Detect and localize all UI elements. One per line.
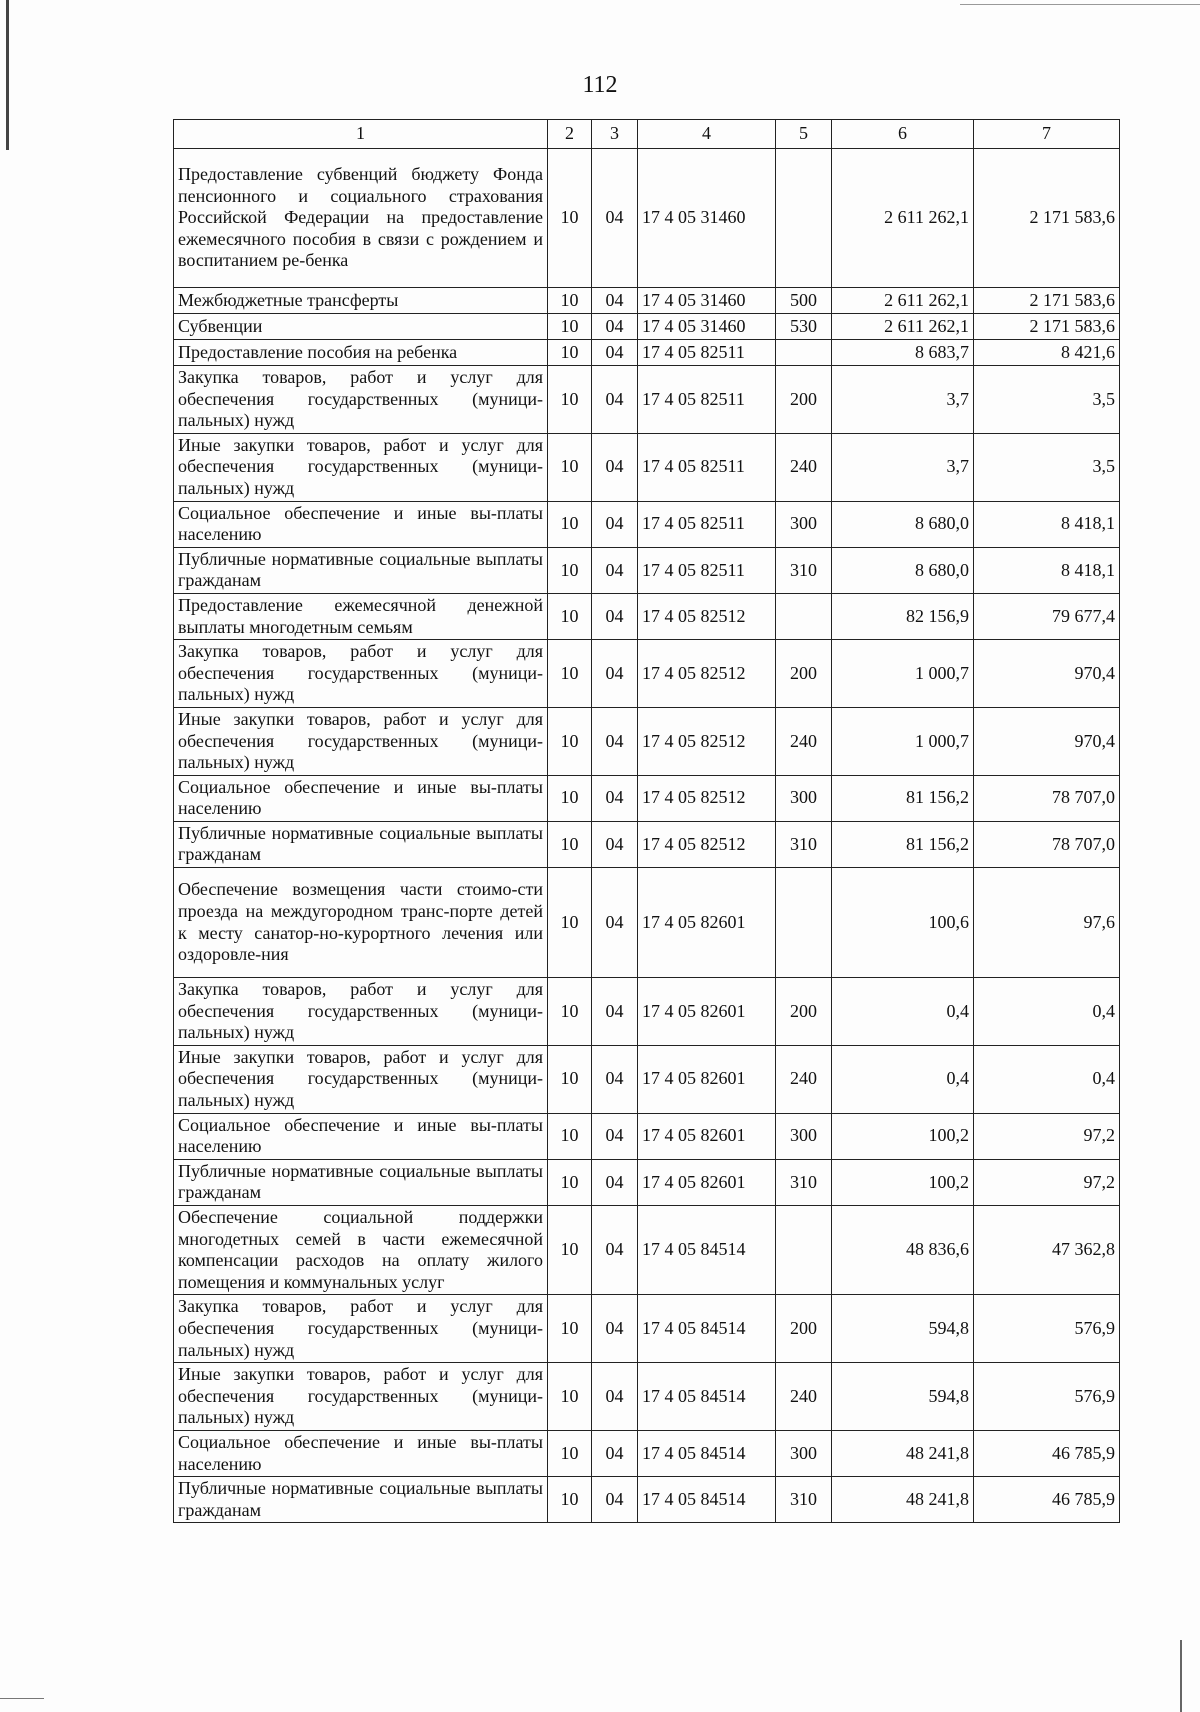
amount-year1-cell: 81 156,2 xyxy=(832,775,974,821)
subsection-cell: 04 xyxy=(592,366,638,434)
expense-type-cell: 240 xyxy=(776,433,832,501)
amount-year2-cell: 78 707,0 xyxy=(974,821,1120,867)
expense-type-cell: 240 xyxy=(776,1045,832,1113)
expense-type-cell xyxy=(776,868,832,978)
description-cell: Социальное обеспечение и иные вы-платы населению xyxy=(174,775,548,821)
description-cell: Социальное обеспечение и иные вы-платы населению xyxy=(174,1430,548,1476)
section-cell: 10 xyxy=(548,593,592,639)
amount-year1-cell: 48 836,6 xyxy=(832,1206,974,1295)
table-row xyxy=(174,1295,1120,1363)
table-row xyxy=(174,1477,1120,1523)
amount-year2-cell: 0,4 xyxy=(974,1045,1120,1113)
amount-year2-cell: 78 707,0 xyxy=(974,775,1120,821)
description-cell: Обеспечение возмещения части стоимо-сти проезда на междугородном транс-порте детей к месту санатор-но-курортного лечения или оздоровле-ния xyxy=(174,868,548,978)
target-article-cell: 17 4 05 82512 xyxy=(638,707,776,775)
target-article-cell: 17 4 05 84514 xyxy=(638,1430,776,1476)
column-header: 5 xyxy=(776,120,832,149)
section-cell: 10 xyxy=(548,821,592,867)
expense-type-cell: 200 xyxy=(776,978,832,1046)
table-row xyxy=(174,366,1120,434)
table-row xyxy=(174,433,1120,501)
section-cell: 10 xyxy=(548,314,592,340)
amount-year2-cell: 8 421,6 xyxy=(974,340,1120,366)
expense-type-cell: 310 xyxy=(776,547,832,593)
amount-year1-cell: 3,7 xyxy=(832,433,974,501)
table-row xyxy=(174,288,1120,314)
subsection-cell: 04 xyxy=(592,640,638,708)
description-cell: Публичные нормативные социальные выплаты гражданам xyxy=(174,821,548,867)
amount-year1-cell: 2 611 262,1 xyxy=(832,149,974,288)
amount-year2-cell: 0,4 xyxy=(974,978,1120,1046)
amount-year2-cell: 2 171 583,6 xyxy=(974,288,1120,314)
target-article-cell: 17 4 05 82601 xyxy=(638,1113,776,1159)
section-cell: 10 xyxy=(548,501,592,547)
target-article-cell: 17 4 05 84514 xyxy=(638,1295,776,1363)
target-article-cell: 17 4 05 82511 xyxy=(638,366,776,434)
table-row xyxy=(174,775,1120,821)
subsection-cell: 04 xyxy=(592,501,638,547)
table-row xyxy=(174,1430,1120,1476)
subsection-cell: 04 xyxy=(592,707,638,775)
subsection-cell: 04 xyxy=(592,314,638,340)
amount-year1-cell: 8 683,7 xyxy=(832,340,974,366)
amount-year1-cell: 594,8 xyxy=(832,1363,974,1431)
target-article-cell: 17 4 05 82601 xyxy=(638,1045,776,1113)
target-article-cell: 17 4 05 82511 xyxy=(638,433,776,501)
target-article-cell: 17 4 05 31460 xyxy=(638,314,776,340)
amount-year1-cell: 1 000,7 xyxy=(832,640,974,708)
amount-year1-cell: 0,4 xyxy=(832,978,974,1046)
table-row xyxy=(174,1113,1120,1159)
subsection-cell: 04 xyxy=(592,821,638,867)
amount-year2-cell: 576,9 xyxy=(974,1363,1120,1431)
expense-type-cell: 300 xyxy=(776,775,832,821)
description-cell: Закупка товаров, работ и услуг для обеспечения государственных (муници-пальных) нужд xyxy=(174,640,548,708)
expense-type-cell: 200 xyxy=(776,366,832,434)
amount-year1-cell: 100,2 xyxy=(832,1159,974,1205)
amount-year2-cell: 97,2 xyxy=(974,1113,1120,1159)
target-article-cell: 17 4 05 82511 xyxy=(638,340,776,366)
table-row xyxy=(174,149,1120,288)
description-cell: Предоставление субвенций бюджету Фонда пенсионного и социального страхования Российской Федерации на предоставление ежемесячного пособия в связи с рождением и воспитанием ре-бенка xyxy=(174,149,548,288)
section-cell: 10 xyxy=(548,1430,592,1476)
description-cell: Публичные нормативные социальные выплаты гражданам xyxy=(174,1477,548,1523)
amount-year1-cell: 1 000,7 xyxy=(832,707,974,775)
amount-year2-cell: 97,2 xyxy=(974,1159,1120,1205)
column-header: 4 xyxy=(638,120,776,149)
table-row xyxy=(174,340,1120,366)
budget-table xyxy=(173,119,1120,1523)
amount-year2-cell: 46 785,9 xyxy=(974,1477,1120,1523)
expense-type-cell: 200 xyxy=(776,1295,832,1363)
amount-year2-cell: 97,6 xyxy=(974,868,1120,978)
table-row xyxy=(174,593,1120,639)
expense-type-cell: 240 xyxy=(776,1363,832,1431)
subsection-cell: 04 xyxy=(592,433,638,501)
column-header: 7 xyxy=(974,120,1120,149)
section-cell: 10 xyxy=(548,1045,592,1113)
table-row xyxy=(174,501,1120,547)
expense-type-cell xyxy=(776,149,832,288)
description-cell: Публичные нормативные социальные выплаты гражданам xyxy=(174,1159,548,1205)
amount-year1-cell: 100,6 xyxy=(832,868,974,978)
subsection-cell: 04 xyxy=(592,1430,638,1476)
expense-type-cell: 200 xyxy=(776,640,832,708)
target-article-cell: 17 4 05 84514 xyxy=(638,1363,776,1431)
amount-year2-cell: 970,4 xyxy=(974,707,1120,775)
target-article-cell: 17 4 05 82601 xyxy=(638,1159,776,1205)
target-article-cell: 17 4 05 82601 xyxy=(638,868,776,978)
amount-year1-cell: 2 611 262,1 xyxy=(832,314,974,340)
amount-year1-cell: 594,8 xyxy=(832,1295,974,1363)
table-row xyxy=(174,1045,1120,1113)
description-cell: Предоставление пособия на ребенка xyxy=(174,340,548,366)
target-article-cell: 17 4 05 82512 xyxy=(638,775,776,821)
section-cell: 10 xyxy=(548,978,592,1046)
column-header: 3 xyxy=(592,120,638,149)
amount-year1-cell: 48 241,8 xyxy=(832,1477,974,1523)
amount-year1-cell: 82 156,9 xyxy=(832,593,974,639)
section-cell: 10 xyxy=(548,1477,592,1523)
amount-year1-cell: 48 241,8 xyxy=(832,1430,974,1476)
target-article-cell: 17 4 05 82512 xyxy=(638,821,776,867)
section-cell: 10 xyxy=(548,707,592,775)
description-cell: Межбюджетные трансферты xyxy=(174,288,548,314)
section-cell: 10 xyxy=(548,1363,592,1431)
table-row xyxy=(174,821,1120,867)
section-cell: 10 xyxy=(548,1159,592,1205)
table-row xyxy=(174,547,1120,593)
target-article-cell: 17 4 05 82511 xyxy=(638,501,776,547)
expense-type-cell: 300 xyxy=(776,1113,832,1159)
description-cell: Публичные нормативные социальные выплаты гражданам xyxy=(174,547,548,593)
table-row xyxy=(174,978,1120,1046)
amount-year1-cell: 0,4 xyxy=(832,1045,974,1113)
expense-type-cell: 310 xyxy=(776,821,832,867)
description-cell: Иные закупки товаров, работ и услуг для обеспечения государственных (муници-пальных) нужд xyxy=(174,433,548,501)
amount-year2-cell: 47 362,8 xyxy=(974,1206,1120,1295)
table-row xyxy=(174,707,1120,775)
expense-type-cell: 240 xyxy=(776,707,832,775)
target-article-cell: 17 4 05 82601 xyxy=(638,978,776,1046)
amount-year2-cell: 970,4 xyxy=(974,640,1120,708)
expense-type-cell: 530 xyxy=(776,314,832,340)
section-cell: 10 xyxy=(548,340,592,366)
target-article-cell: 17 4 05 31460 xyxy=(638,149,776,288)
description-cell: Предоставление ежемесячной денежной выплаты многодетным семьям xyxy=(174,593,548,639)
expense-type-cell xyxy=(776,340,832,366)
amount-year1-cell: 8 680,0 xyxy=(832,547,974,593)
amount-year2-cell: 3,5 xyxy=(974,433,1120,501)
subsection-cell: 04 xyxy=(592,1159,638,1205)
description-cell: Иные закупки товаров, работ и услуг для обеспечения государственных (муници-пальных) нужд xyxy=(174,707,548,775)
section-cell: 10 xyxy=(548,640,592,708)
subsection-cell: 04 xyxy=(592,775,638,821)
section-cell: 10 xyxy=(548,366,592,434)
target-article-cell: 17 4 05 31460 xyxy=(638,288,776,314)
expense-type-cell: 500 xyxy=(776,288,832,314)
section-cell: 10 xyxy=(548,149,592,288)
column-header: 1 xyxy=(174,120,548,149)
subsection-cell: 04 xyxy=(592,149,638,288)
subsection-cell: 04 xyxy=(592,978,638,1046)
scan-edge-mark xyxy=(0,1698,44,1699)
amount-year2-cell: 79 677,4 xyxy=(974,593,1120,639)
table-header-row xyxy=(174,120,1120,149)
subsection-cell: 04 xyxy=(592,547,638,593)
table-row xyxy=(174,1159,1120,1205)
subsection-cell: 04 xyxy=(592,1045,638,1113)
amount-year2-cell: 8 418,1 xyxy=(974,547,1120,593)
column-header: 6 xyxy=(832,120,974,149)
table-row xyxy=(174,1206,1120,1295)
subsection-cell: 04 xyxy=(592,288,638,314)
subsection-cell: 04 xyxy=(592,340,638,366)
subsection-cell: 04 xyxy=(592,1477,638,1523)
amount-year2-cell: 8 418,1 xyxy=(974,501,1120,547)
expense-type-cell: 310 xyxy=(776,1477,832,1523)
expense-type-cell xyxy=(776,593,832,639)
table-row xyxy=(174,868,1120,978)
description-cell: Социальное обеспечение и иные вы-платы населению xyxy=(174,1113,548,1159)
description-cell: Закупка товаров, работ и услуг для обеспечения государственных (муници-пальных) нужд xyxy=(174,1295,548,1363)
subsection-cell: 04 xyxy=(592,593,638,639)
target-article-cell: 17 4 05 84514 xyxy=(638,1477,776,1523)
table-row xyxy=(174,640,1120,708)
section-cell: 10 xyxy=(548,1113,592,1159)
amount-year1-cell: 2 611 262,1 xyxy=(832,288,974,314)
section-cell: 10 xyxy=(548,288,592,314)
target-article-cell: 17 4 05 84514 xyxy=(638,1206,776,1295)
subsection-cell: 04 xyxy=(592,868,638,978)
scan-edge-mark xyxy=(1180,1640,1182,1712)
description-cell: Субвенции xyxy=(174,314,548,340)
expense-type-cell: 310 xyxy=(776,1159,832,1205)
amount-year2-cell: 576,9 xyxy=(974,1295,1120,1363)
scan-edge-mark xyxy=(960,4,1200,5)
target-article-cell: 17 4 05 82512 xyxy=(638,640,776,708)
description-cell: Иные закупки товаров, работ и услуг для обеспечения государственных (муници-пальных) нужд xyxy=(174,1045,548,1113)
column-header: 2 xyxy=(548,120,592,149)
subsection-cell: 04 xyxy=(592,1295,638,1363)
amount-year1-cell: 81 156,2 xyxy=(832,821,974,867)
subsection-cell: 04 xyxy=(592,1206,638,1295)
description-cell: Закупка товаров, работ и услуг для обеспечения государственных (муници-пальных) нужд xyxy=(174,366,548,434)
section-cell: 10 xyxy=(548,1295,592,1363)
description-cell: Обеспечение социальной поддержки многодетных семей в части ежемесячной компенсации расходов на оплату жилого помещения и коммунальных услуг xyxy=(174,1206,548,1295)
section-cell: 10 xyxy=(548,547,592,593)
amount-year2-cell: 3,5 xyxy=(974,366,1120,434)
table-row xyxy=(174,314,1120,340)
subsection-cell: 04 xyxy=(592,1363,638,1431)
subsection-cell: 04 xyxy=(592,1113,638,1159)
target-article-cell: 17 4 05 82511 xyxy=(638,547,776,593)
expense-type-cell xyxy=(776,1206,832,1295)
amount-year1-cell: 100,2 xyxy=(832,1113,974,1159)
section-cell: 10 xyxy=(548,1206,592,1295)
amount-year1-cell: 3,7 xyxy=(832,366,974,434)
expense-type-cell: 300 xyxy=(776,501,832,547)
section-cell: 10 xyxy=(548,433,592,501)
amount-year1-cell: 8 680,0 xyxy=(832,501,974,547)
target-article-cell: 17 4 05 82512 xyxy=(638,593,776,639)
description-cell: Социальное обеспечение и иные вы-платы населению xyxy=(174,501,548,547)
page-number: 112 xyxy=(582,72,618,98)
expense-type-cell: 300 xyxy=(776,1430,832,1476)
description-cell: Закупка товаров, работ и услуг для обеспечения государственных (муници-пальных) нужд xyxy=(174,978,548,1046)
amount-year2-cell: 46 785,9 xyxy=(974,1430,1120,1476)
description-cell: Иные закупки товаров, работ и услуг для обеспечения государственных (муници-пальных) нужд xyxy=(174,1363,548,1431)
table-row xyxy=(174,1363,1120,1431)
amount-year2-cell: 2 171 583,6 xyxy=(974,149,1120,288)
section-cell: 10 xyxy=(548,775,592,821)
section-cell: 10 xyxy=(548,868,592,978)
amount-year2-cell: 2 171 583,6 xyxy=(974,314,1120,340)
